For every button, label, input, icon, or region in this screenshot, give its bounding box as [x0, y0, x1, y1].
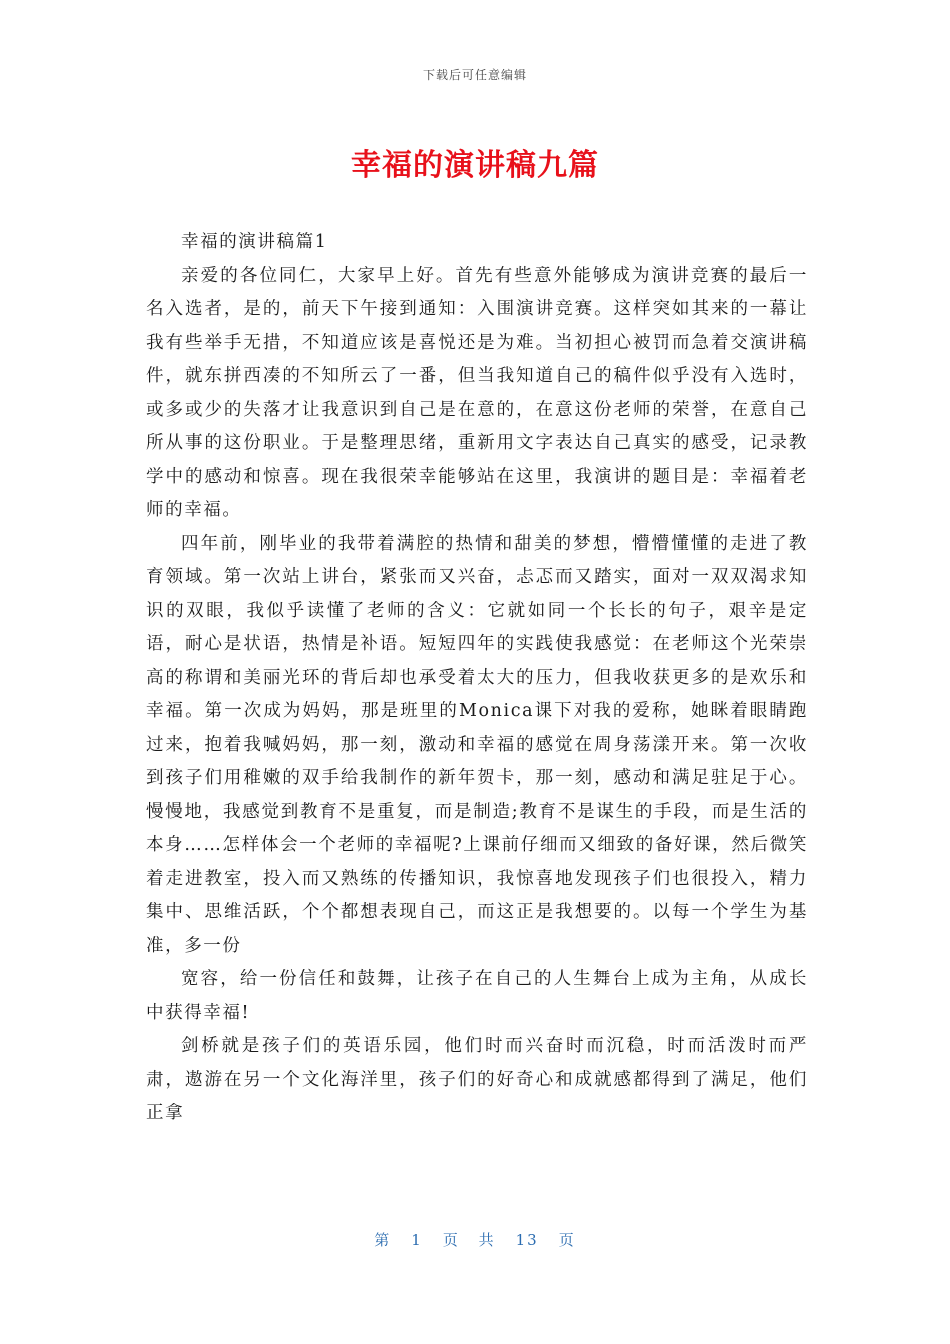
document-body [146, 226, 808, 1131]
footer-page-number: 1 [411, 1231, 423, 1249]
document-title: 幸福的演讲稿九篇 [351, 148, 599, 183]
body-paragraph: 四年前，刚毕业的我带着满腔的热情和甜美的梦想，懵懵懂懂的走进了教育领域。第一次站上讲台，紧张而又兴奋，忐忑而又踏实，面对一双双渴求知识的双眼，我似乎读懂了老师的含义：它就如同一个长长的句子，艰辛是定语，耐心是状语，热情是补语。短短四年的实践使我感觉：在老师这个光荣崇高的称谓和美丽光环的背后却也承受着太大的压力，但我收获更多的是欢乐和幸福。第一次成为妈妈，那是班里的Monica课下对我的爱称，她眯着眼睛跑过来，抱着我喊妈妈，那一刻，激动和幸福的感觉在周身荡漾开来。第一次收到孩子们用稚嫩的双手给我制作的新年贺卡，那一刻，感动和满足驻足于心。慢慢地，我感觉到教育不是重复，而是制造;教育不是谋生的手段，而是生活的本身……怎样体会一个老师的幸福呢?上课前仔细而又细致的备好课，然后微笑着走进教室，投入而又熟练的传播知识，我惊喜地发现孩子们也很投入，精力集中、思维活跃，个个都想表现自己，而这正是我想要的。以每一个学生为基准，多一份 [146, 533, 808, 956]
footer-middle: 页 共 [442, 1231, 496, 1249]
footer-prefix: 第 [374, 1231, 392, 1249]
body-paragraph: 亲爱的各位同仁，大家早上好。首先有些意外能够成为演讲竞赛的最后一名入选者，是的，前天下午接到通知：入围演讲竞赛。这样突如其来的一幕让我有些举手无措，不知道应该是喜悦还是为难。当初担心被罚而急着交演讲稿件，就东拼西凑的不知所云了一番，但当我知道自己的稿件似乎没有入选时，或多或少的失落才让我意识到自己是在意的，在意这份老师的荣誉，在意自己所从事的这份职业。于是整理思绪，重新用文字表达自己真实的感受，记录教学中的感动和惊喜。现在我很荣幸能够站在这里，我演讲的题目是：幸福着老师的幸福。 [146, 265, 808, 520]
footer-total-pages: 13 [515, 1231, 539, 1249]
header-note: 下载后可任意编辑 [422, 68, 527, 82]
body-paragraph: 剑桥就是孩子们的英语乐园，他们时而兴奋时而沉稳，时而活泼时而严肃，遨游在另一个文化海洋里，孩子们的好奇心和成就感都得到了满足，他们正拿 [146, 1036, 808, 1123]
section-heading: 幸福的演讲稿篇1 [181, 232, 328, 252]
page-footer [0, 1229, 950, 1250]
footer-suffix: 页 [558, 1231, 576, 1249]
body-paragraph: 宽容，给一份信任和鼓舞，让孩子在自己的人生舞台上成为主角，从成长中获得幸福! [146, 969, 808, 1023]
